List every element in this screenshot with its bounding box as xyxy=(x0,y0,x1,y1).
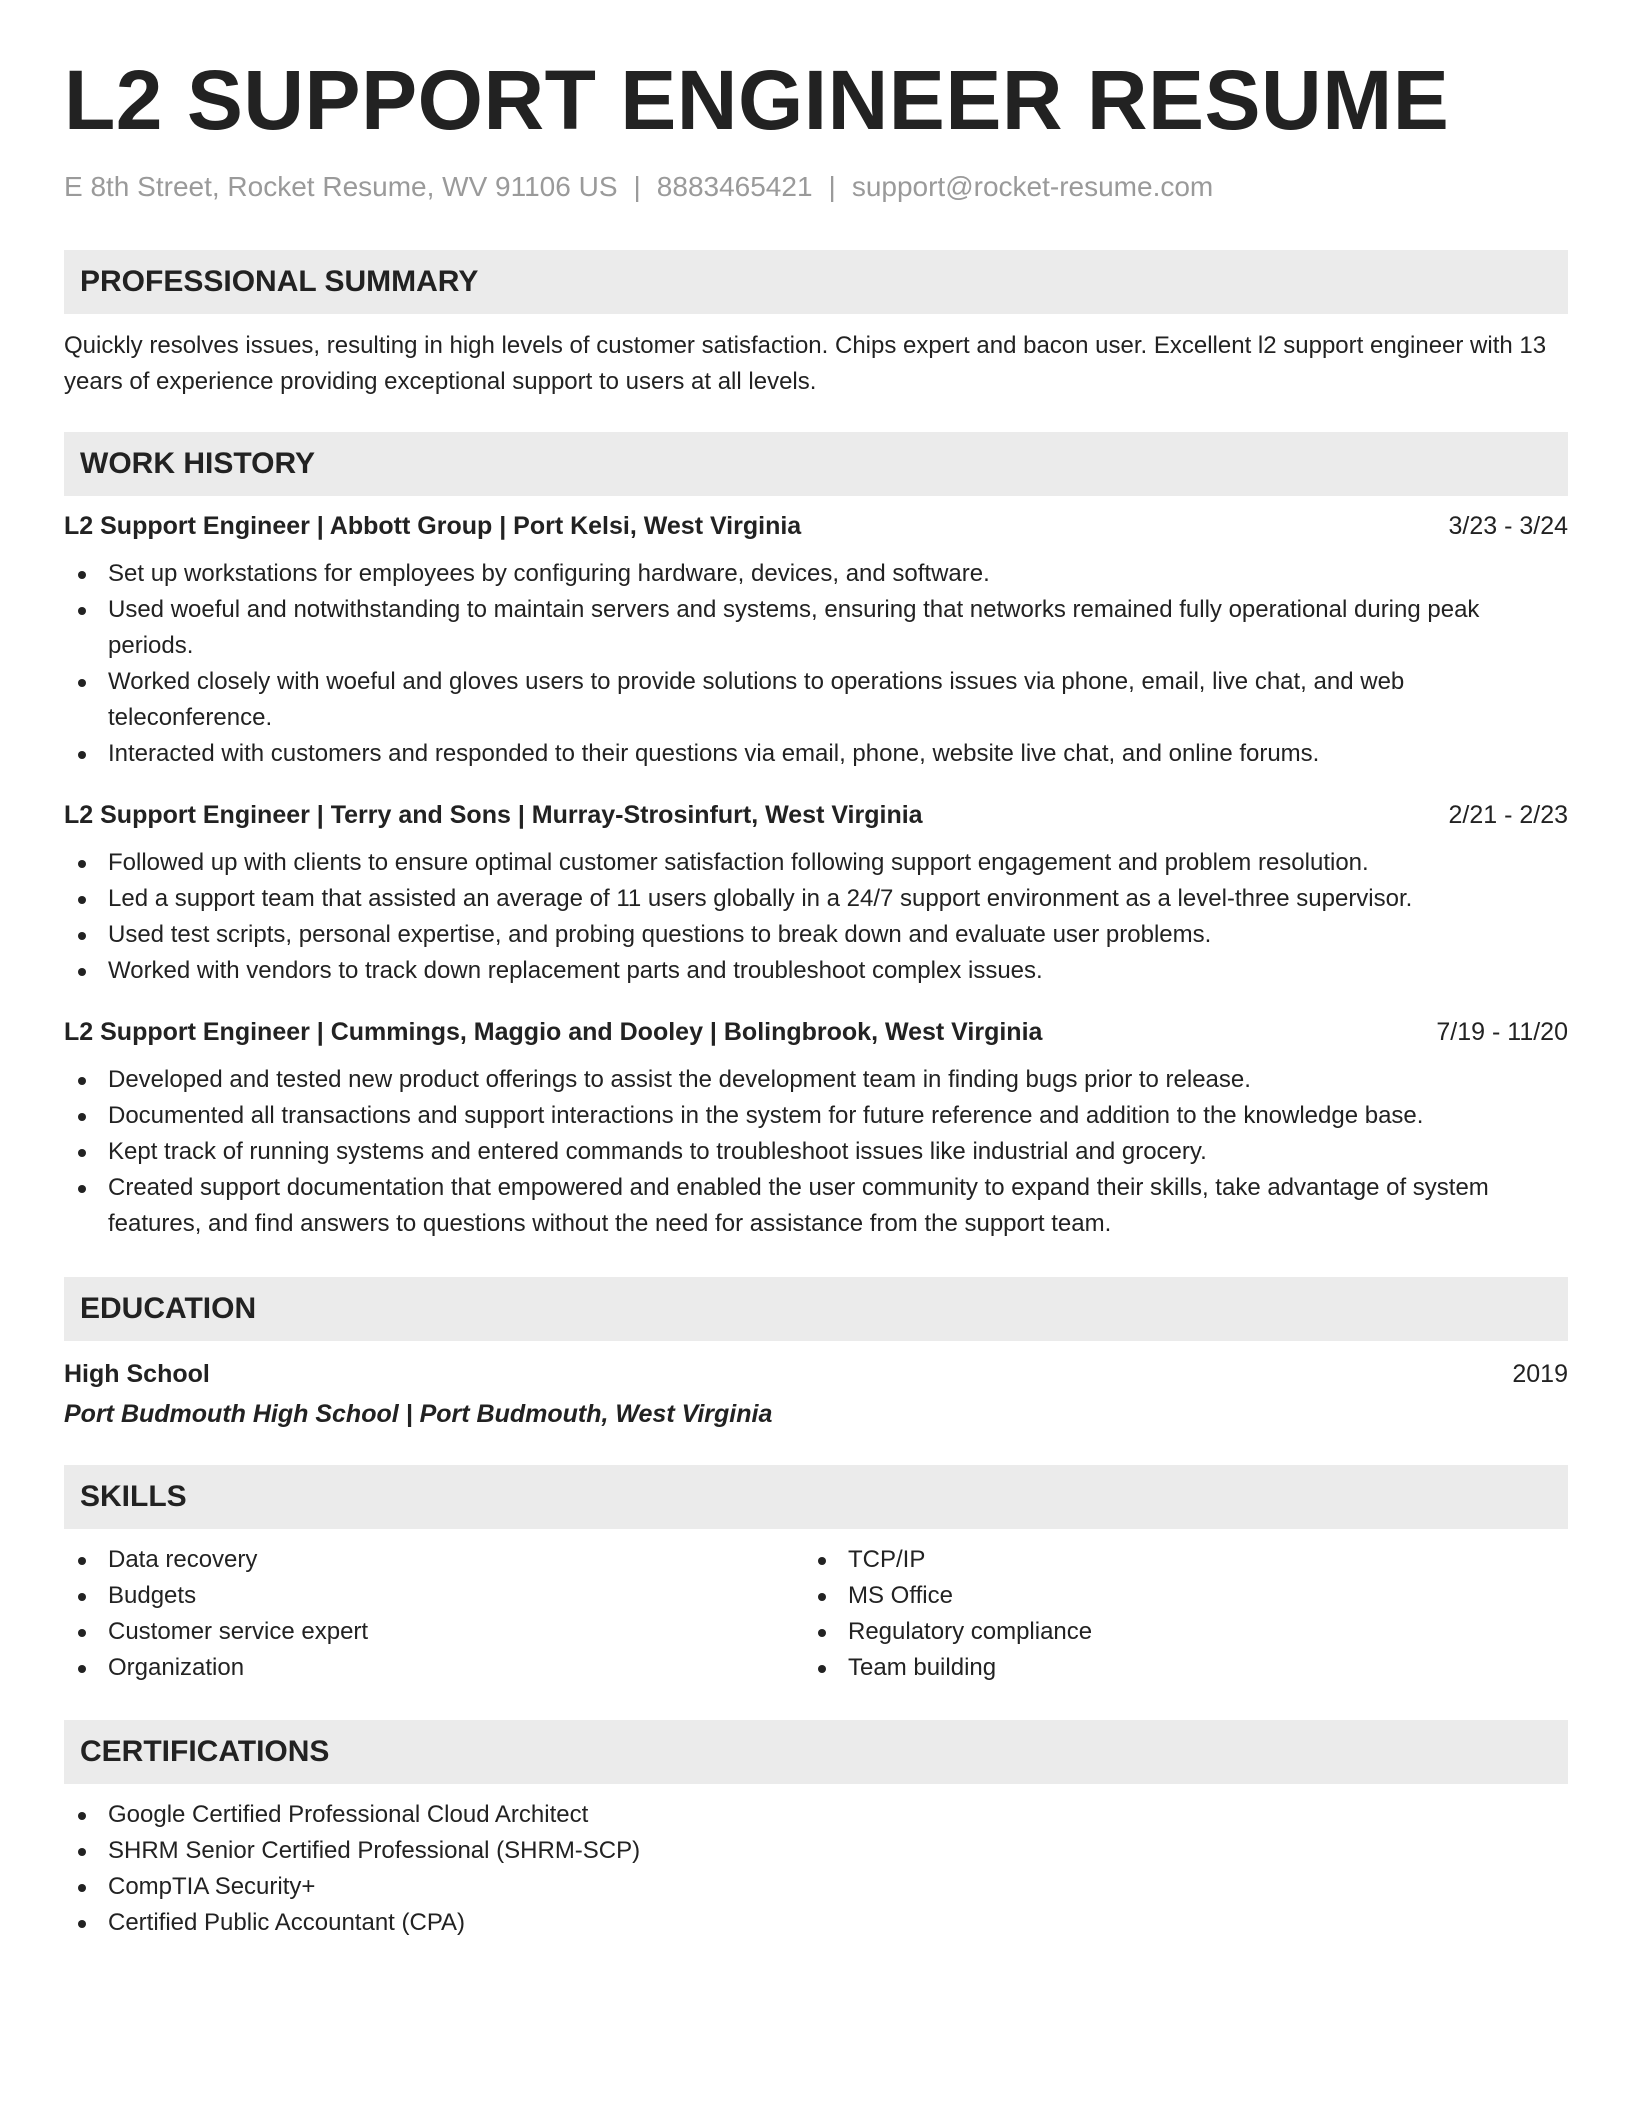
bullet-dot-icon xyxy=(78,968,86,976)
bullet-dot-icon xyxy=(78,860,86,868)
list-item: Led a support team that assisted an average of 11 users globally in a 24/7 support environment as a level-three supervisor. xyxy=(64,881,1568,917)
list-item: Created support documentation that empowered and enabled the user community to expand their skills, take advantage of system features, and find answers to questions without the need for assistance from the support team. xyxy=(64,1170,1568,1242)
bullet-dot-icon xyxy=(78,1629,86,1637)
section-header-certifications: CERTIFICATIONS xyxy=(64,1720,1568,1784)
bullet-dot-icon xyxy=(78,1185,86,1193)
job-bullets xyxy=(64,556,1568,772)
list-item: Used test scripts, personal expertise, and probing questions to break down and evaluate user problems. xyxy=(64,917,1568,953)
bullet-dot-icon xyxy=(818,1593,826,1601)
education-degree: High School xyxy=(64,1360,210,1388)
bullet-dot-icon xyxy=(78,1848,86,1856)
education-year: 2019 xyxy=(1512,1360,1568,1388)
contact-phone: 8883465421 xyxy=(656,171,813,202)
section-header-education: EDUCATION xyxy=(64,1277,1568,1341)
certifications-list xyxy=(64,1797,1568,1941)
contact-address: E 8th Street, Rocket Resume, WV 91106 US xyxy=(64,171,618,202)
list-item: Data recovery xyxy=(64,1542,804,1578)
list-item: Certified Public Accountant (CPA) xyxy=(64,1905,1568,1941)
list-item: Customer service expert xyxy=(64,1614,804,1650)
skills-column-right xyxy=(804,1542,1544,1686)
education-entry xyxy=(64,1357,1568,1431)
summary-text: Quickly resolves issues, resulting in high levels of customer satisfaction. Chips expert and bacon user. Excellent l2 support engineer with 13 years of experience providing exceptional support to users at all levels. xyxy=(64,332,1547,395)
job-dates: 7/19 - 11/20 xyxy=(1436,1018,1568,1046)
list-item: Documented all transactions and support interactions in the system for future reference and addition to the knowledge base. xyxy=(64,1098,1568,1134)
bullet-dot-icon xyxy=(78,1920,86,1928)
bullet-dot-icon xyxy=(818,1557,826,1565)
bullet-dot-icon xyxy=(78,1593,86,1601)
resume-title: L2 SUPPORT ENGINEER RESUME xyxy=(64,53,1450,147)
bullet-dot-icon xyxy=(78,1884,86,1892)
job-entry xyxy=(64,509,1568,772)
bullet-dot-icon xyxy=(78,1113,86,1121)
job-title: L2 Support Engineer | Terry and Sons | Murray-Strosinfurt, West Virginia xyxy=(64,801,923,829)
list-item: SHRM Senior Certified Professional (SHRM-SCP) xyxy=(64,1833,1568,1869)
section-header-skills: SKILLS xyxy=(64,1465,1568,1529)
list-item: Team building xyxy=(804,1650,1544,1686)
bullet-dot-icon xyxy=(78,1077,86,1085)
job-dates: 2/21 - 2/23 xyxy=(1448,801,1568,829)
list-item: Budgets xyxy=(64,1578,804,1614)
bullet-dot-icon xyxy=(818,1629,826,1637)
bullet-dot-icon xyxy=(78,679,86,687)
list-item: Worked closely with woeful and gloves users to provide solutions to operations issues via phone, email, live chat, and web teleconference. xyxy=(64,664,1568,736)
section-header-summary: PROFESSIONAL SUMMARY xyxy=(64,250,1568,314)
bullet-dot-icon xyxy=(78,896,86,904)
job-header xyxy=(64,1015,1568,1049)
education-school: Port Budmouth High School | Port Budmouth, West Virginia xyxy=(64,1400,773,1428)
job-title: L2 Support Engineer | Cummings, Maggio and Dooley | Bolingbrook, West Virginia xyxy=(64,1018,1043,1046)
list-item: Worked with vendors to track down replacement parts and troubleshoot complex issues. xyxy=(64,953,1568,989)
contact-separator: | xyxy=(633,171,641,202)
education-header xyxy=(64,1357,1568,1391)
list-item: Interacted with customers and responded to their questions via email, phone, website live chat, and online forums. xyxy=(64,736,1568,772)
bullet-dot-icon xyxy=(78,607,86,615)
bullet-dot-icon xyxy=(78,571,86,579)
bullet-dot-icon xyxy=(78,932,86,940)
list-item: Set up workstations for employees by configuring hardware, devices, and software. xyxy=(64,556,1568,592)
section-header-work-history: WORK HISTORY xyxy=(64,432,1568,496)
list-item: Regulatory compliance xyxy=(804,1614,1544,1650)
list-item: Kept track of running systems and entered commands to troubleshoot issues like industrial and grocery. xyxy=(64,1134,1568,1170)
bullet-dot-icon xyxy=(78,1665,86,1673)
list-item: Google Certified Professional Cloud Architect xyxy=(64,1797,1568,1833)
contact-line xyxy=(64,170,1568,204)
contact-email: support@rocket-resume.com xyxy=(851,171,1214,202)
bullet-dot-icon xyxy=(78,1557,86,1565)
list-item: CompTIA Security+ xyxy=(64,1869,1568,1905)
list-item: Developed and tested new product offerings to assist the development team in finding bugs prior to release. xyxy=(64,1062,1568,1098)
job-bullets xyxy=(64,1062,1568,1242)
job-bullets xyxy=(64,845,1568,989)
job-entry xyxy=(64,798,1568,989)
job-dates: 3/23 - 3/24 xyxy=(1448,512,1568,540)
job-title: L2 Support Engineer | Abbott Group | Port Kelsi, West Virginia xyxy=(64,512,802,540)
bullet-dot-icon xyxy=(78,751,86,759)
list-item: Followed up with clients to ensure optimal customer satisfaction following support engagement and problem resolution. xyxy=(64,845,1568,881)
job-header xyxy=(64,509,1568,543)
bullet-dot-icon xyxy=(78,1149,86,1157)
skills-column-left xyxy=(64,1542,804,1686)
job-header xyxy=(64,798,1568,832)
contact-separator: | xyxy=(828,171,836,202)
list-item: Organization xyxy=(64,1650,804,1686)
skills-grid xyxy=(64,1542,1568,1686)
bullet-dot-icon xyxy=(818,1665,826,1673)
list-item: TCP/IP xyxy=(804,1542,1544,1578)
bullet-dot-icon xyxy=(78,1812,86,1820)
list-item: MS Office xyxy=(804,1578,1544,1614)
list-item: Used woeful and notwithstanding to maintain servers and systems, ensuring that networks remained fully operational during peak periods. xyxy=(64,592,1568,664)
job-entry xyxy=(64,1015,1568,1242)
